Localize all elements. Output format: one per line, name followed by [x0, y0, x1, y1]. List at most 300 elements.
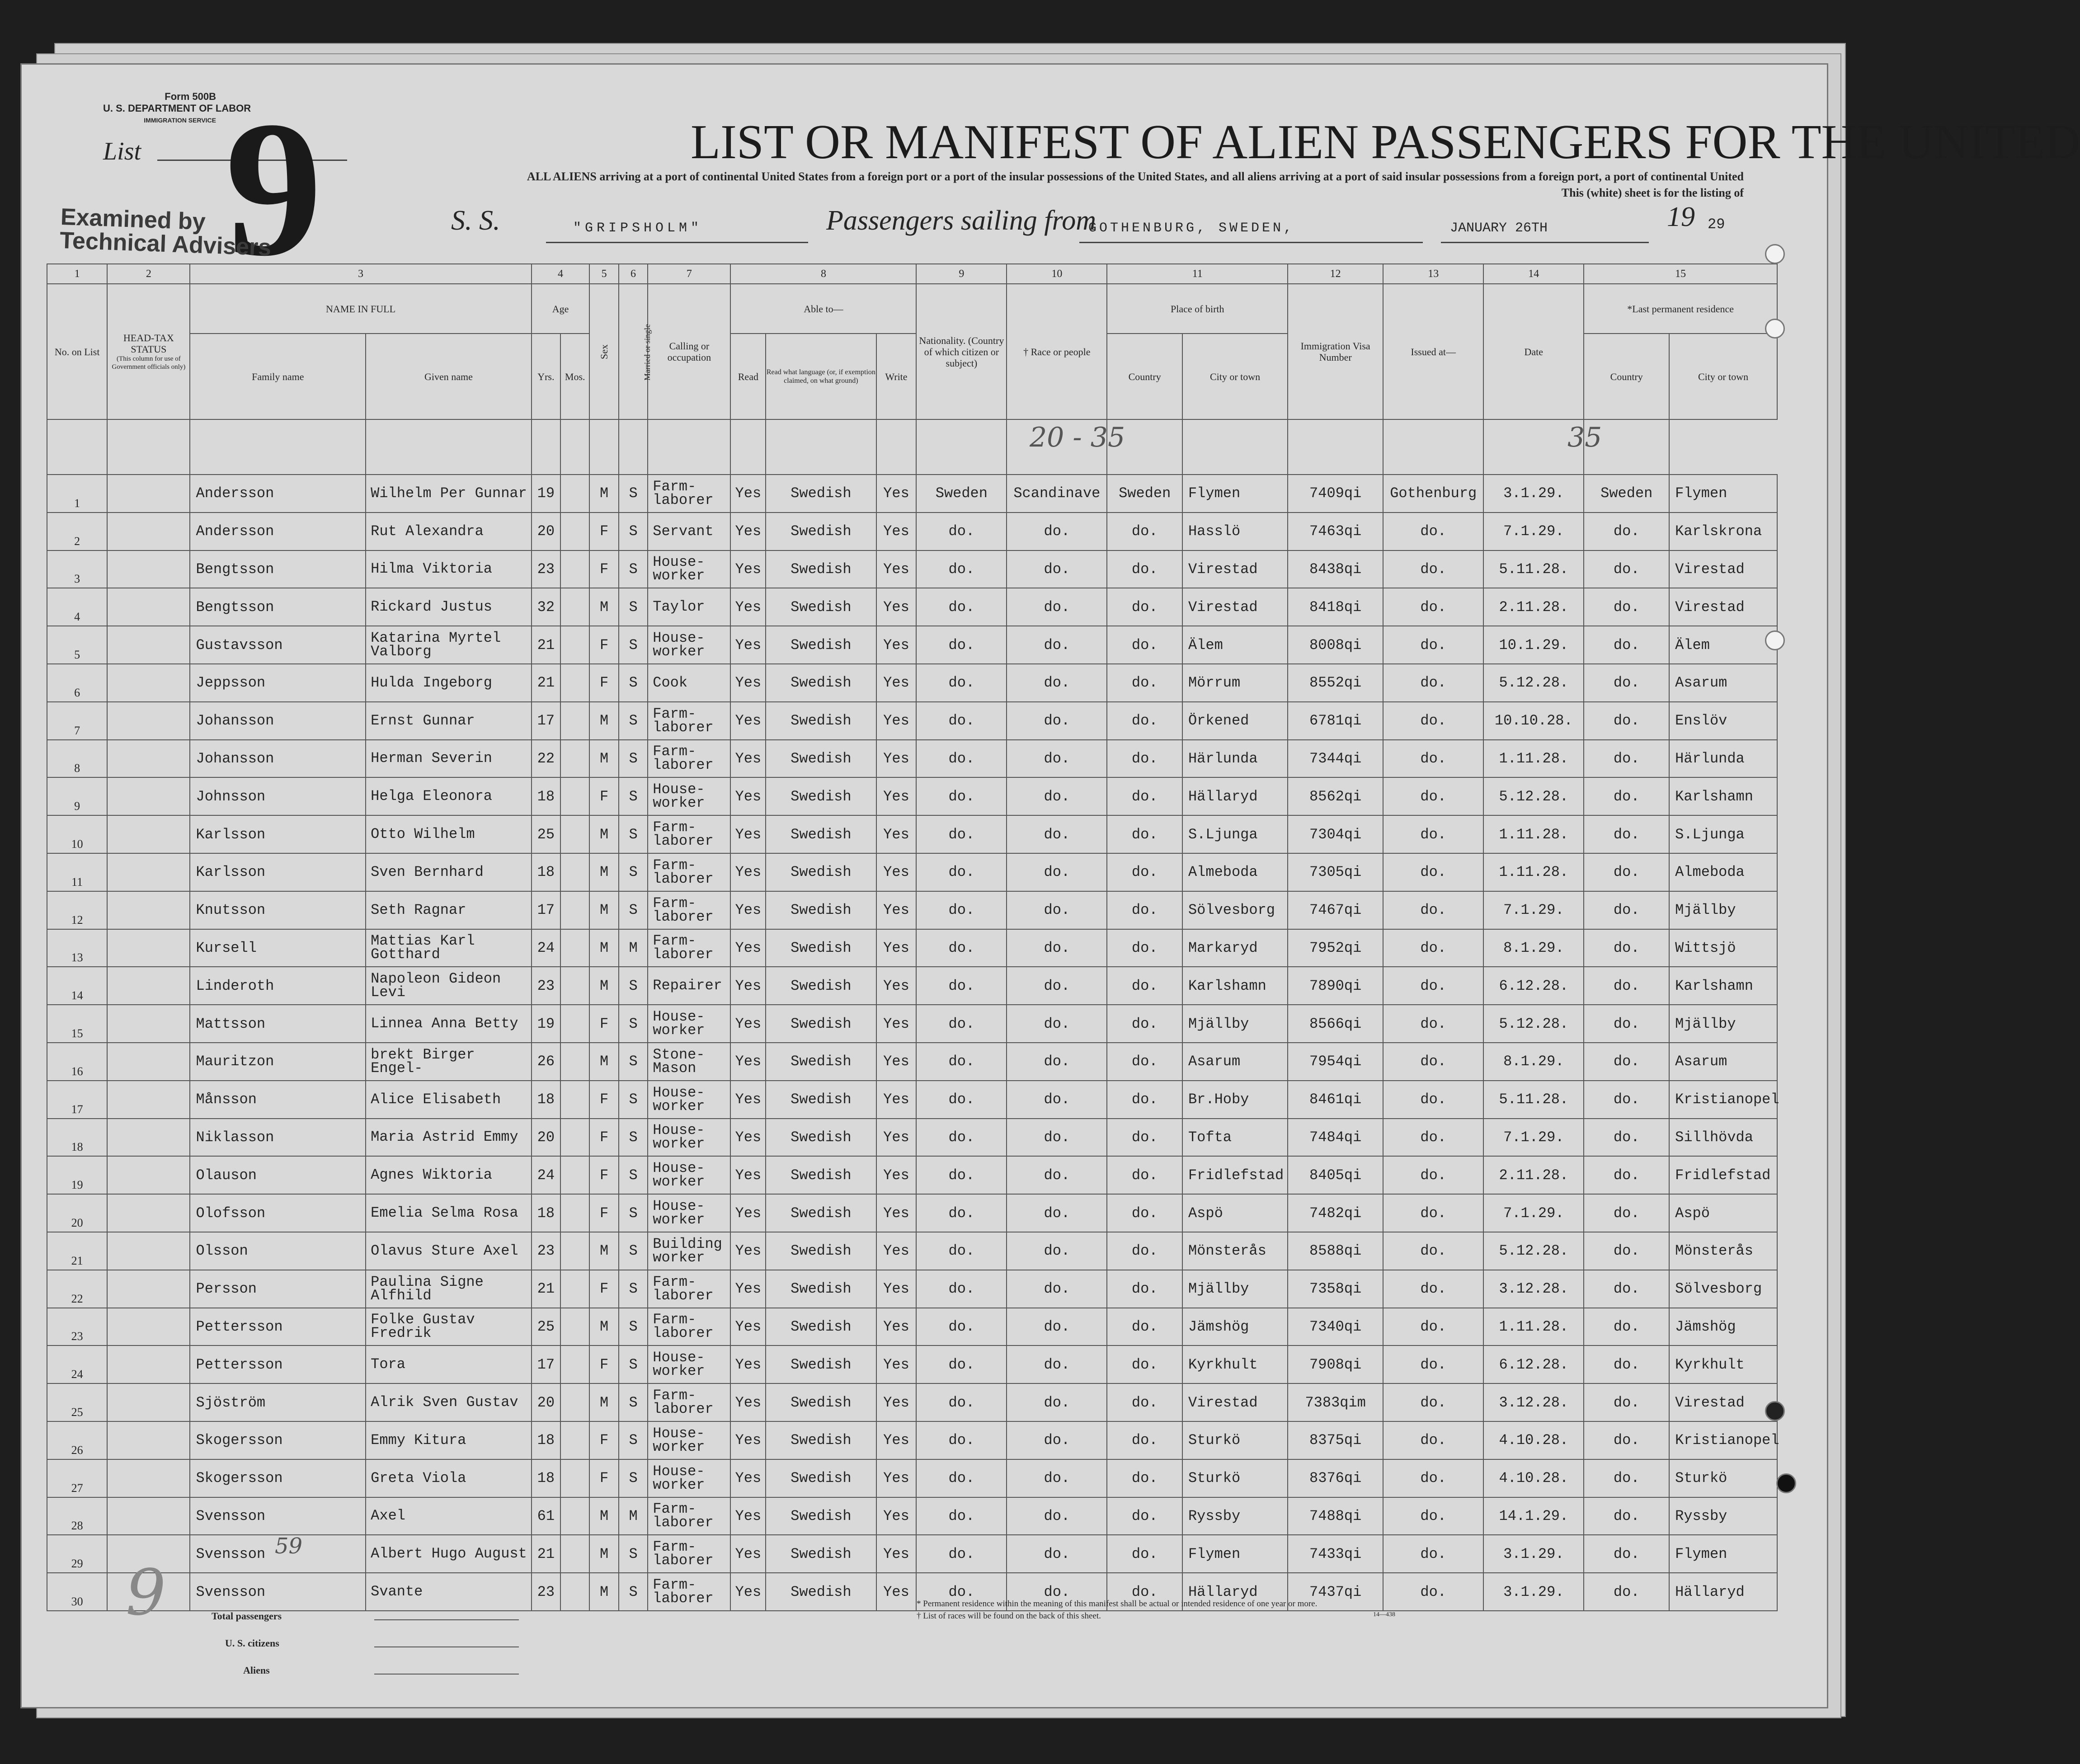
cell-issued: do. — [1383, 1081, 1483, 1119]
header-calling: Calling or occupation — [648, 284, 730, 419]
cell-lang: Swedish — [766, 1459, 876, 1497]
cell-rcountry: do. — [1584, 929, 1669, 967]
cell-occ: Farm- laborer — [648, 853, 730, 891]
cell-sex: M — [589, 588, 618, 626]
cell-rcity: Karlshamn — [1669, 777, 1777, 815]
cell-date: 5.12.28. — [1483, 1005, 1584, 1043]
cell-bcity: Ryssby — [1182, 1497, 1288, 1535]
cell-rcity: Kyrkhult — [1669, 1345, 1777, 1383]
cell-rcountry: do. — [1584, 1535, 1669, 1573]
cell-issued: do. — [1383, 1421, 1483, 1459]
cell-sex: M — [589, 967, 618, 1005]
cell-age: 21 — [532, 1535, 560, 1573]
page-subtitle: ALL ALIENS arriving at a port of continental United States from a foreign port or a port of the insular possessions of the United States, and all aliens arriving at a port of said insular possessions from a foreign port, a port of continental United This (white) sheet is for the listing of — [527, 170, 1744, 199]
footnote-permanent: * Permanent residence within the meaning of this manifest shall be actual or intended residence of one year or more. — [917, 1599, 1318, 1609]
cell-issued: do. — [1383, 702, 1483, 740]
cell-age: 19 — [532, 1005, 560, 1043]
cell-given: Herman Severin — [366, 740, 531, 778]
cell-bcountry: do. — [1107, 891, 1182, 929]
cell-bcountry: do. — [1107, 1005, 1182, 1043]
cell-bcity: Asarum — [1182, 1043, 1288, 1081]
cell-rcity: Aspö — [1669, 1194, 1777, 1232]
cell-rcountry: do. — [1584, 1308, 1669, 1346]
cell-family: Bengtsson — [190, 588, 366, 626]
cell-family: Knutsson — [190, 891, 366, 929]
cell-visa: 7952qi — [1288, 929, 1383, 967]
cell-race: do. — [1007, 513, 1107, 550]
cell-race: do. — [1007, 853, 1107, 891]
cell-ms: S — [619, 1421, 648, 1459]
table-row — [47, 664, 1777, 702]
cell-occ: Stone- Mason — [648, 1043, 730, 1081]
cell-occ: Farm- laborer — [648, 1383, 730, 1421]
cell-rcity: Virestad — [1669, 588, 1777, 626]
table-row — [47, 1573, 1777, 1611]
cell-visa: 7488qi — [1288, 1497, 1383, 1535]
cell-issued: do. — [1383, 664, 1483, 702]
cell-rcountry: do. — [1584, 853, 1669, 891]
cell-nat: do. — [916, 1421, 1007, 1459]
cell-family: Svensson — [190, 1497, 366, 1535]
cell-bcountry: do. — [1107, 777, 1182, 815]
cell-date: 1.11.28. — [1483, 853, 1584, 891]
cell-empty — [560, 1194, 589, 1232]
header-read: Read — [730, 334, 766, 419]
cell-occ: Farm- laborer — [648, 815, 730, 853]
cell-empty — [560, 1005, 589, 1043]
cell-bcountry: do. — [1107, 1194, 1182, 1232]
cell-date: 8.1.29. — [1483, 1043, 1584, 1081]
cell-occ: Taylor — [648, 588, 730, 626]
cell-lang: Swedish — [766, 891, 876, 929]
table-row — [47, 626, 1777, 664]
cell-family: Andersson — [190, 475, 366, 513]
cell-rcountry: do. — [1584, 815, 1669, 853]
cell-lang: Swedish — [766, 475, 876, 513]
cell-no: 13 — [47, 929, 107, 967]
cell-nat: do. — [916, 702, 1007, 740]
cell-visa: 7890qi — [1288, 967, 1383, 1005]
cell-issued: do. — [1383, 1119, 1483, 1157]
cell-visa: 7358qi — [1288, 1270, 1383, 1308]
table-row — [47, 777, 1777, 815]
cell-empty — [560, 853, 589, 891]
cell-date: 1.11.28. — [1483, 740, 1584, 778]
cell-no: 21 — [47, 1232, 107, 1270]
cell-bcity: Tofta — [1182, 1119, 1288, 1157]
table-row — [47, 891, 1777, 929]
cell-ms: S — [619, 588, 648, 626]
cell-age: 19 — [532, 475, 560, 513]
spacer-row — [47, 419, 1777, 475]
cell-issued: do. — [1383, 1497, 1483, 1535]
header-age: Age — [532, 284, 590, 334]
cell-given: Hilma Viktoria — [366, 550, 531, 588]
cell-bcountry: do. — [1107, 1232, 1182, 1270]
binder-hole — [1765, 244, 1785, 264]
cell-rcity: Enslöv — [1669, 702, 1777, 740]
cell-age: 20 — [532, 1119, 560, 1157]
cell-read: Yes — [730, 1459, 766, 1497]
cell-ms: S — [619, 1043, 648, 1081]
cell-ms: S — [619, 1345, 648, 1383]
cell-write: Yes — [876, 1270, 917, 1308]
ship-name: "GRIPSHOLM" — [573, 221, 703, 236]
cell-bcity: Karlshamn — [1182, 967, 1288, 1005]
cell-nat: do. — [916, 513, 1007, 550]
cell-rcity: Karlshamn — [1669, 967, 1777, 1005]
cell-ms: S — [619, 475, 648, 513]
cell-issued: do. — [1383, 929, 1483, 967]
cell-family: Jeppsson — [190, 664, 366, 702]
cell-bcity: Sturkö — [1182, 1421, 1288, 1459]
cell-sex: M — [589, 891, 618, 929]
cell-ms: S — [619, 1081, 648, 1119]
cell-lang: Swedish — [766, 1535, 876, 1573]
cell-bcity: Flymen — [1182, 1535, 1288, 1573]
cell-nat: do. — [916, 1005, 1007, 1043]
cell-read: Yes — [730, 475, 766, 513]
cell-empty — [107, 853, 190, 891]
cell-age: 20 — [532, 513, 560, 550]
cell-bcity: Mörrum — [1182, 664, 1288, 702]
cell-visa: 8562qi — [1288, 777, 1383, 815]
cell-age: 23 — [532, 1232, 560, 1270]
cell-family: Olsson — [190, 1232, 366, 1270]
cell-issued: do. — [1383, 550, 1483, 588]
cell-race: do. — [1007, 1194, 1107, 1232]
cell-race: do. — [1007, 1383, 1107, 1421]
list-label: List — [103, 137, 141, 165]
cell-nat: do. — [916, 1497, 1007, 1535]
cell-no: 23 — [47, 1308, 107, 1346]
cell-date: 5.11.28. — [1483, 1081, 1584, 1119]
cell-race: do. — [1007, 1459, 1107, 1497]
cell-write: Yes — [876, 815, 917, 853]
cell-bcity: Almeboda — [1182, 853, 1288, 891]
cell-write: Yes — [876, 1156, 917, 1194]
cell-ms: S — [619, 1535, 648, 1573]
header-birth-city: City or town — [1182, 334, 1288, 419]
cell-nat: do. — [916, 1383, 1007, 1421]
cell-race: do. — [1007, 1270, 1107, 1308]
cell-occ: House- worker — [648, 1119, 730, 1157]
cell-lang: Swedish — [766, 853, 876, 891]
cell-rcountry: do. — [1584, 1497, 1669, 1535]
year-prefix: 19 — [1667, 202, 1695, 232]
cell-read: Yes — [730, 1308, 766, 1346]
cell-issued: do. — [1383, 1345, 1483, 1383]
cell-rcity: Härlunda — [1669, 740, 1777, 778]
table-row — [47, 513, 1777, 550]
cell-sex: M — [589, 929, 618, 967]
cell-read: Yes — [730, 1156, 766, 1194]
cell-visa: 8588qi — [1288, 1232, 1383, 1270]
cell-bcountry: do. — [1107, 967, 1182, 1005]
ship-label: S. S. — [451, 205, 500, 236]
cell-no: 28 — [47, 1497, 107, 1535]
cell-date: 5.12.28. — [1483, 664, 1584, 702]
cell-family: Andersson — [190, 513, 366, 550]
cell-bcity: Fridlefstad — [1182, 1156, 1288, 1194]
aliens-label: Aliens — [243, 1665, 270, 1676]
cell-family: Johansson — [190, 740, 366, 778]
cell-bcountry: do. — [1107, 1421, 1182, 1459]
cell-ms: S — [619, 1005, 648, 1043]
cell-sex: F — [589, 1005, 618, 1043]
cell-given: Seth Ragnar — [366, 891, 531, 929]
cell-bcity: Älem — [1182, 626, 1288, 664]
cell-visa: 8552qi — [1288, 664, 1383, 702]
cell-empty — [560, 815, 589, 853]
cell-empty — [560, 1119, 589, 1157]
cell-occ: House- worker — [648, 1005, 730, 1043]
header-mos: Mos. — [560, 334, 589, 419]
cell-bcity: Hasslö — [1182, 513, 1288, 550]
header-res-city: City or town — [1669, 334, 1777, 419]
cell-bcity: Sturkö — [1182, 1459, 1288, 1497]
cell-rcity: Wittsjö — [1669, 929, 1777, 967]
cell-given: Maria Astrid Emmy — [366, 1119, 531, 1157]
birth-range-annotation: 20 - 35 — [1030, 422, 1125, 453]
cell-read: Yes — [730, 1081, 766, 1119]
cell-race: do. — [1007, 1497, 1107, 1535]
cell-empty — [107, 1005, 190, 1043]
cell-family: Bengtsson — [190, 550, 366, 588]
cell-rcity: Sillhövda — [1669, 1119, 1777, 1157]
cell-rcountry: do. — [1584, 1119, 1669, 1157]
port-underline — [1079, 242, 1423, 243]
header-read-language: Read what language (or, if exemption claimed, on what ground) — [766, 334, 876, 419]
cell-write: Yes — [876, 588, 917, 626]
us-citizens-line — [374, 1646, 519, 1647]
year-suffix: 29 — [1708, 216, 1725, 233]
cell-age: 23 — [532, 967, 560, 1005]
cell-bcity: Sölvesborg — [1182, 891, 1288, 929]
cell-read: Yes — [730, 626, 766, 664]
cell-rcity: Asarum — [1669, 664, 1777, 702]
cell-occ: House- worker — [648, 1345, 730, 1383]
cell-occ: Farm- laborer — [648, 929, 730, 967]
cell-bcountry: do. — [1107, 1119, 1182, 1157]
cell-date: 4.10.28. — [1483, 1421, 1584, 1459]
form-header: Form 500B U. S. DEPARTMENT OF LABOR IMMIGRATION SERVICE — [103, 91, 251, 124]
cell-bcity: Hällaryd — [1182, 777, 1288, 815]
cell-lang: Swedish — [766, 740, 876, 778]
cell-date: 2.11.28. — [1483, 1156, 1584, 1194]
cell-read: Yes — [730, 815, 766, 853]
cell-rcountry: do. — [1584, 1573, 1669, 1611]
cell-sex: F — [589, 1156, 618, 1194]
cell-no: 7 — [47, 702, 107, 740]
cell-bcountry: do. — [1107, 1535, 1182, 1573]
table-row — [47, 853, 1777, 891]
cell-empty — [107, 1308, 190, 1346]
cell-date: 7.1.29. — [1483, 891, 1584, 929]
cell-sex: F — [589, 1345, 618, 1383]
cell-lang: Swedish — [766, 1497, 876, 1535]
cell-family: Mauritzon — [190, 1043, 366, 1081]
header-given-name: Given name — [366, 334, 531, 419]
cell-empty — [107, 1043, 190, 1081]
cell-occ: House- worker — [648, 1194, 730, 1232]
cell-lang: Swedish — [766, 815, 876, 853]
cell-no: 6 — [47, 664, 107, 702]
cell-ms: S — [619, 967, 648, 1005]
cell-age: 32 — [532, 588, 560, 626]
cell-empty — [560, 740, 589, 778]
cell-bcountry: do. — [1107, 815, 1182, 853]
header-row-1 — [47, 284, 1777, 334]
cell-given: Alice Elisabeth — [366, 1081, 531, 1119]
cell-age: 23 — [532, 1573, 560, 1611]
list-number: 9 — [225, 81, 322, 296]
cell-visa: 7383qim — [1288, 1383, 1383, 1421]
cell-family: Karlsson — [190, 815, 366, 853]
cell-write: Yes — [876, 1194, 917, 1232]
cell-bcountry: do. — [1107, 550, 1182, 588]
cell-visa: 7304qi — [1288, 815, 1383, 853]
cell-race: do. — [1007, 815, 1107, 853]
cell-date: 8.1.29. — [1483, 929, 1584, 967]
cell-lang: Swedish — [766, 1345, 876, 1383]
cell-write: Yes — [876, 1345, 917, 1383]
header-last-residence: *Last permanent residence — [1584, 284, 1777, 334]
cell-read: Yes — [730, 1383, 766, 1421]
cell-no: 14 — [47, 967, 107, 1005]
cell-date: 10.1.29. — [1483, 626, 1584, 664]
cell-empty — [560, 1232, 589, 1270]
cell-ms: S — [619, 664, 648, 702]
cell-occ: Farm- laborer — [648, 1497, 730, 1535]
cell-empty — [560, 550, 589, 588]
cell-no: 12 — [47, 891, 107, 929]
cell-rcountry: do. — [1584, 550, 1669, 588]
cell-race: do. — [1007, 1043, 1107, 1081]
cell-issued: do. — [1383, 1156, 1483, 1194]
cell-date: 1.11.28. — [1483, 1308, 1584, 1346]
cell-empty — [107, 1459, 190, 1497]
cell-bcountry: do. — [1107, 1345, 1182, 1383]
cell-given: Ernst Gunnar — [366, 702, 531, 740]
cell-no: 27 — [47, 1459, 107, 1497]
cell-race: do. — [1007, 1156, 1107, 1194]
table-row — [47, 1081, 1777, 1119]
cell-occ: House- worker — [648, 550, 730, 588]
header-no-on-list: No. on List — [47, 284, 107, 419]
table-row — [47, 1270, 1777, 1308]
cell-rcity: Sölvesborg — [1669, 1270, 1777, 1308]
header-sex: Sex — [589, 284, 618, 419]
cell-occ: Farm- laborer — [648, 1308, 730, 1346]
cell-bcountry: do. — [1107, 1156, 1182, 1194]
cell-no: 5 — [47, 626, 107, 664]
header-head-tax: HEAD-TAX STATUS (This column for use of Government officials only) — [107, 284, 190, 419]
cell-ms: S — [619, 1232, 648, 1270]
cell-issued: do. — [1383, 1535, 1483, 1573]
cell-given: Emelia Selma Rosa — [366, 1194, 531, 1232]
cell-occ: House- worker — [648, 1421, 730, 1459]
cell-given: Albert Hugo August — [366, 1535, 531, 1573]
cell-rcountry: do. — [1584, 1459, 1669, 1497]
cell-sex: F — [589, 626, 618, 664]
cell-no: 29 — [47, 1535, 107, 1573]
cell-read: Yes — [730, 513, 766, 550]
cell-given: Mattias Karl Gotthard — [366, 929, 531, 967]
cell-given: Rickard Justus — [366, 588, 531, 626]
binder-hole — [1765, 319, 1785, 339]
cell-issued: do. — [1383, 626, 1483, 664]
cell-bcity: Jämshög — [1182, 1308, 1288, 1346]
cell-occ: House- worker — [648, 777, 730, 815]
cell-no: 4 — [47, 588, 107, 626]
cell-visa: 7482qi — [1288, 1194, 1383, 1232]
cell-rcity: Fridlefstad — [1669, 1156, 1777, 1194]
cell-age: 18 — [532, 1194, 560, 1232]
cell-read: Yes — [730, 967, 766, 1005]
date-underline — [1441, 242, 1649, 243]
cell-date: 3.12.28. — [1483, 1383, 1584, 1421]
cell-given: Rut Alexandra — [366, 513, 531, 550]
cell-race: do. — [1007, 1421, 1107, 1459]
cell-occ: Farm- laborer — [648, 1535, 730, 1573]
table-row — [47, 702, 1777, 740]
cell-date: 3.1.29. — [1483, 1573, 1584, 1611]
cell-visa: 7340qi — [1288, 1308, 1383, 1346]
cell-nat: do. — [916, 1345, 1007, 1383]
header-married: Married or single — [619, 284, 648, 419]
cell-write: Yes — [876, 891, 917, 929]
cell-no: 24 — [47, 1345, 107, 1383]
cell-bcountry: do. — [1107, 1573, 1182, 1611]
cell-given: Olavus Sture Axel — [366, 1232, 531, 1270]
cell-family: Månsson — [190, 1081, 366, 1119]
cell-rcountry: do. — [1584, 1081, 1669, 1119]
cell-visa: 8375qi — [1288, 1421, 1383, 1459]
cell-age: 23 — [532, 550, 560, 588]
cell-race: do. — [1007, 1345, 1107, 1383]
cell-date: 3.12.28. — [1483, 1270, 1584, 1308]
cell-issued: do. — [1383, 1043, 1483, 1081]
cell-no: 18 — [47, 1119, 107, 1157]
table-row — [47, 1308, 1777, 1346]
cell-age: 24 — [532, 929, 560, 967]
cell-read: Yes — [730, 702, 766, 740]
cell-bcity: Mönsterås — [1182, 1232, 1288, 1270]
cell-visa: 6781qi — [1288, 702, 1383, 740]
cell-race: do. — [1007, 1573, 1107, 1611]
cell-ms: M — [619, 1497, 648, 1535]
cell-write: Yes — [876, 929, 917, 967]
cell-empty — [107, 929, 190, 967]
cell-sex: F — [589, 1459, 618, 1497]
cell-given: Hulda Ingeborg — [366, 664, 531, 702]
cell-visa: 7484qi — [1288, 1119, 1383, 1157]
cell-sex: M — [589, 740, 618, 778]
cell-nat: do. — [916, 929, 1007, 967]
cell-empty — [560, 1156, 589, 1194]
cell-race: do. — [1007, 626, 1107, 664]
cell-family: Pettersson — [190, 1345, 366, 1383]
cell-bcountry: do. — [1107, 1459, 1182, 1497]
cell-lang: Swedish — [766, 1119, 876, 1157]
cell-no: 19 — [47, 1156, 107, 1194]
cell-sex: M — [589, 1497, 618, 1535]
cell-sex: F — [589, 664, 618, 702]
cell-rcity: Ryssby — [1669, 1497, 1777, 1535]
cell-occ: Building worker — [648, 1232, 730, 1270]
cell-rcity: Jämshög — [1669, 1308, 1777, 1346]
